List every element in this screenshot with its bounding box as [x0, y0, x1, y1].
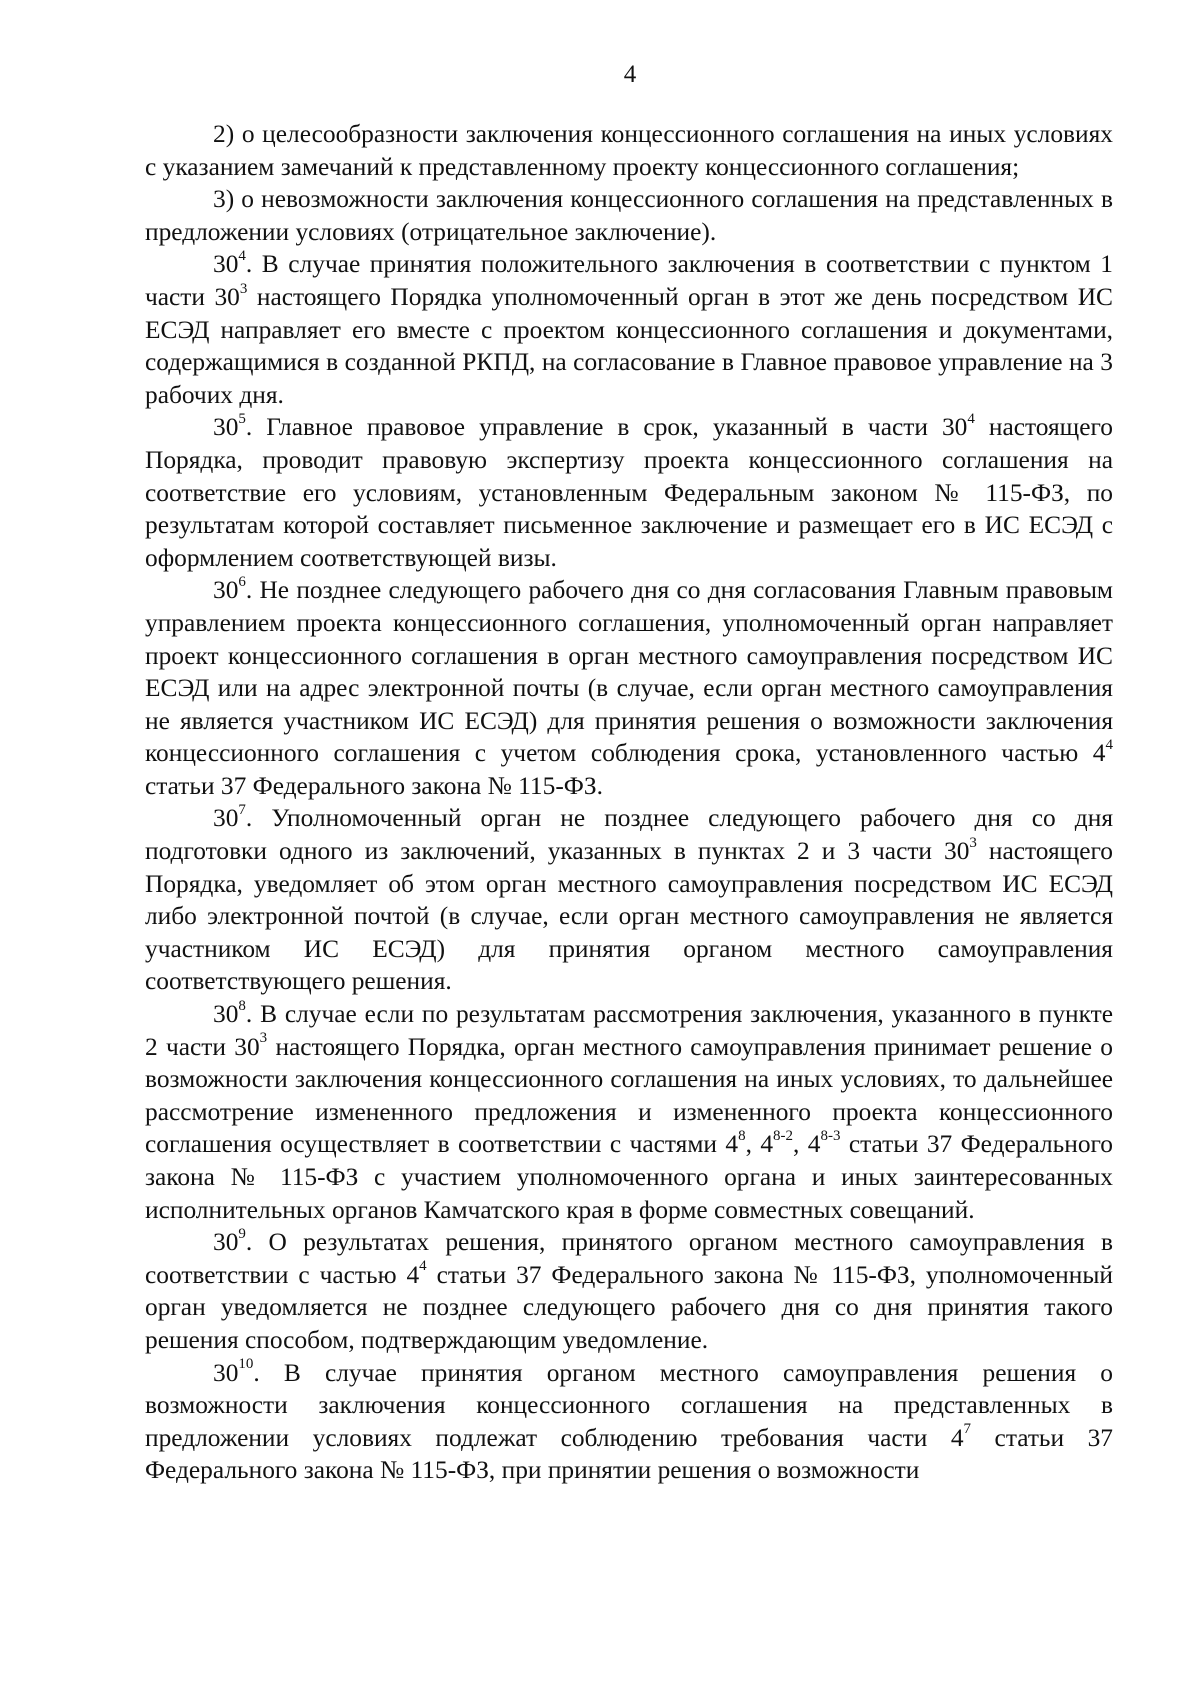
text-run: 30 — [213, 804, 239, 833]
text-run: . Главное правовое управление в срок, указанный в части 30 — [245, 413, 968, 442]
text-run: . О результатах решения, принятого органом местного самоуправления в соответствии с частью 4 — [145, 1228, 1113, 1289]
paragraph — [145, 802, 1113, 998]
paragraph — [145, 118, 1113, 183]
superscript: 7 — [238, 802, 246, 818]
superscript: 8-3 — [820, 1127, 841, 1144]
superscript: 8 — [238, 997, 246, 1014]
text-run: 2) о целесообразности заключения концессионного соглашения на иных условиях с указанием замечаний к представленному проекту концессионного соглашения; — [145, 120, 1113, 181]
superscript: 8 — [738, 1127, 746, 1144]
superscript: 7 — [963, 1421, 972, 1438]
text-run: . Не позднее следующего рабочего дня со дня согласования Главным правовым управлением проекта концессионного соглашения, уполномоченный орган направляет проект концессионного соглашения в орган местного самоуправления посредством ИС ЕСЭД или на адрес электронной почты (в случае, если орган местного самоуправления не является участником ИС ЕСЭД) для принятия решения о возможности заключения концессионного соглашения с учетом соблюдения срока, установленного частью 4 — [145, 576, 1113, 768]
superscript: 4 — [238, 247, 246, 264]
paragraph — [145, 1357, 1113, 1487]
text-run: 3) о невозможности заключения концессионного соглашения на представленных в предложении условиях (отрицательное заключение). — [145, 185, 1113, 246]
superscript: 5 — [238, 410, 246, 427]
superscript: 4 — [1105, 736, 1113, 753]
paragraph — [145, 1226, 1113, 1356]
text-run: . В случае принятия органом местного самоуправления решения о возможности заключения концессионного соглашения на представленных в предложении условиях подлежат соблюдению требования части 4 — [145, 1358, 1113, 1452]
text-run: 30 — [213, 250, 239, 279]
text-run: настоящего Порядка уполномоченный орган в этот же день посредством ИС ЕСЭД направляет его вместе с проектом концессионного соглашения и документами, содержащимися в созданной РКПД, на согласование в Главное правовое управление на 3 рабочих дня. — [145, 282, 1113, 409]
text-run: 30 — [213, 413, 239, 442]
paragraph — [145, 248, 1113, 411]
text-run: 30 — [213, 576, 239, 605]
page-number: 4 — [623, 61, 637, 88]
text-run: статьи 37 Федерального закона № 115-ФЗ, уполномоченный орган уведомляется не позднее следующего рабочего дня со дня принятия такого решения способом, подтверждающим уведомление. — [145, 1260, 1113, 1354]
superscript: 3 — [969, 834, 977, 851]
superscript: 3 — [239, 280, 248, 297]
superscript: 6 — [238, 573, 246, 590]
paragraph — [145, 183, 1113, 248]
text-run: . Уполномоченный орган не позднее следующего рабочего дня со дня подготовки одного из заключений, указанных в пунктах 2 и 3 части 30 — [145, 804, 1113, 866]
text-run: 30 — [213, 1358, 239, 1387]
superscript: 4 — [419, 1258, 427, 1275]
text-run: . В случае принятия положительного заключения в соответствии с пунктом 1 части 30 — [145, 250, 1113, 311]
superscript: 9 — [238, 1225, 246, 1242]
paragraph — [145, 411, 1113, 574]
text-run: статьи 37 Федерального закона № 115-ФЗ с участием уполномоченного органа и иных заинтересованных исполнительных органов Камчатского края в форме совместных совещаний. — [145, 1130, 1114, 1224]
text-run: статьи 37 Федерального закона № 115-ФЗ, при принятии решения о возможности — [145, 1423, 1114, 1485]
paragraph — [145, 998, 1113, 1226]
text-run: 30 — [213, 1000, 239, 1029]
text-run: настоящего Порядка, уведомляет об этом орган местного самоуправления посредством ИС ЕСЭД либо электронной почтой (в случае, если орган местного самоуправления не является участником ИС ЕСЭД) для принятия органом местного самоуправления соответствующего решения. — [145, 837, 1113, 996]
superscript: 3 — [259, 1030, 268, 1047]
text-run: , 4 — [793, 1130, 821, 1159]
paragraph — [145, 574, 1113, 802]
text-run: настоящего Порядка, проводит правовую экспертизу проекта концессионного соглашения на соответствие его условиям, установленным Федеральным законом № 115-ФЗ, по результатам которой составляет письменное заключение и размещает его в ИС ЕСЭД с оформлением соответствующей визы. — [145, 413, 1113, 572]
text-run: статьи 37 Федерального закона № 115-ФЗ. — [145, 771, 603, 800]
text-run: , 4 — [745, 1130, 774, 1159]
document-body — [145, 118, 1113, 1487]
superscript: 10 — [238, 1356, 254, 1373]
text-run: 30 — [213, 1228, 239, 1257]
text-run: настоящего Порядка, орган местного самоуправления принимает решение о возможности заключения концессионного соглашения на иных условиях, то дальнейшее рассмотрение измененного предложения и измененного проекта концессионного соглашения осуществляет в соответствии с частями 4 — [145, 1032, 1113, 1159]
text-run: . В случае если по результатам рассмотрения заключения, указанного в пункте 2 части 30 — [145, 1000, 1113, 1061]
superscript: 8-2 — [773, 1127, 794, 1144]
superscript: 4 — [967, 410, 975, 427]
